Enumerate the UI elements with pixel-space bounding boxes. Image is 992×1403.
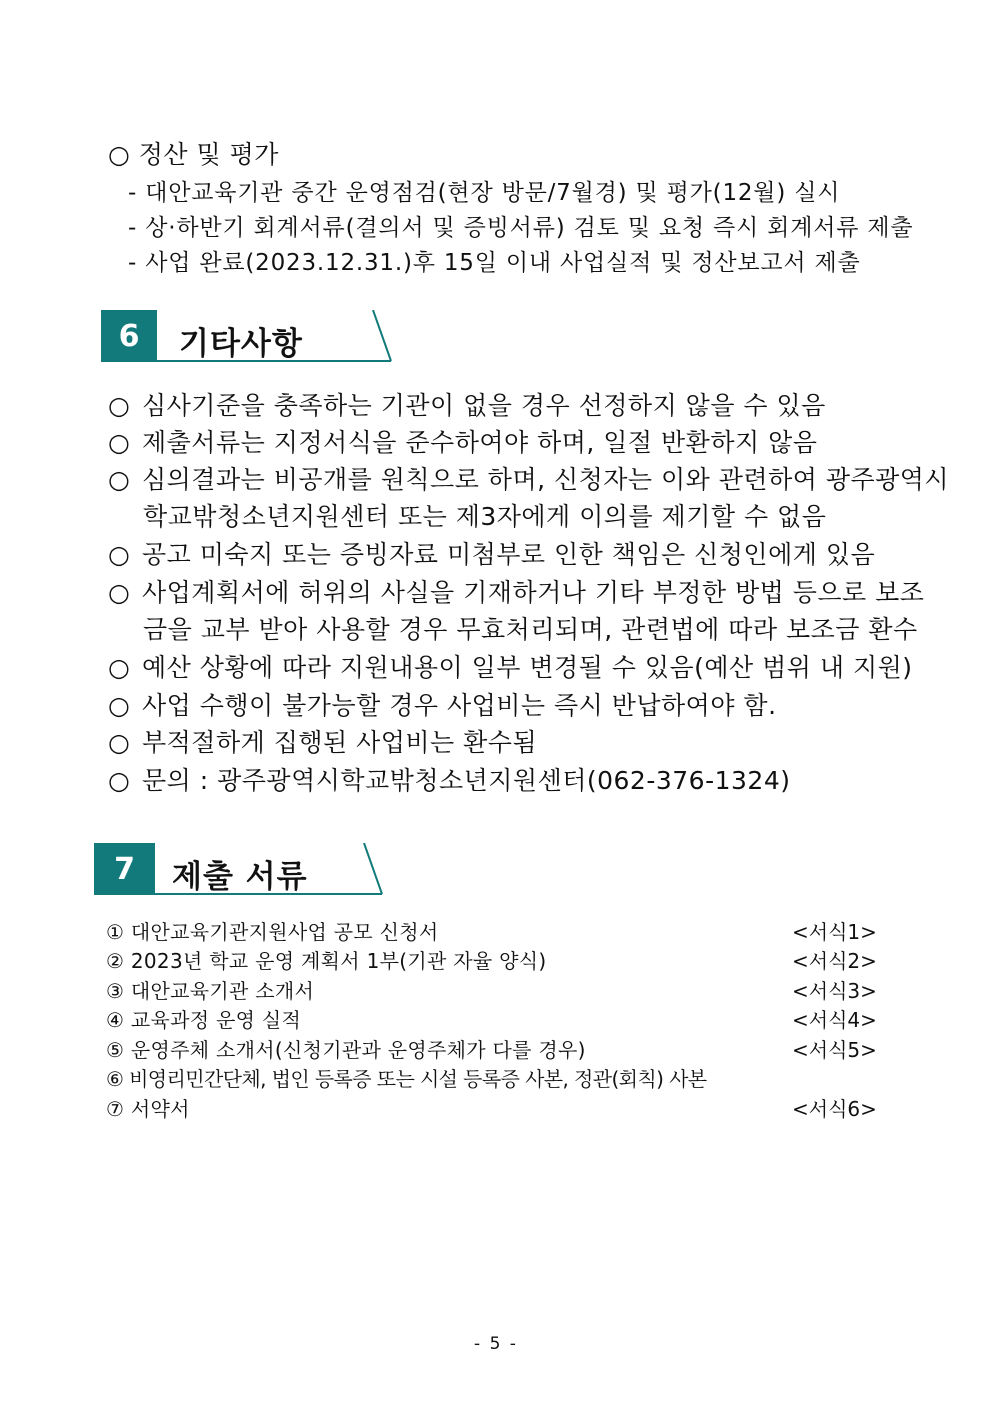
document-item: ① 대안교육기관지원사업 공모 신청서 bbox=[106, 920, 439, 944]
settlement-item: - 대안교육기관 중간 운영점검(현장 방문/7월경) 및 평가(12월) 실시 bbox=[128, 180, 841, 206]
section-6-item: ○ 심사기준을 충족하는 기관이 없을 경우 선정하지 않을 수 있음 bbox=[108, 391, 826, 420]
document-form: <서식2> bbox=[792, 949, 877, 973]
document-item: ⑦ 서약서 bbox=[106, 1097, 190, 1121]
settlement-heading: ○ 정산 및 평가 bbox=[108, 140, 279, 169]
section-6-item: ○ 부적절하게 집행된 사업비는 환수됨 bbox=[108, 728, 538, 757]
section-7-number: 7 bbox=[94, 843, 155, 895]
document-item: ⑥ 비영리민간단체, 법인 등록증 또는 시설 등록증 사본, 정관(회칙) 사본 bbox=[106, 1067, 707, 1091]
section-7-header bbox=[94, 843, 394, 895]
section-6-title: 기타사항 bbox=[179, 326, 303, 362]
section-6-item: ○ 사업 수행이 불가능할 경우 사업비는 즉시 반납하여야 함. bbox=[108, 691, 777, 720]
document-item: ③ 대안교육기관 소개서 bbox=[106, 979, 315, 1003]
section-6-item-continued: 금을 교부 받아 사용할 경우 무효처리되며, 관련법에 따라 보조금 환수 bbox=[143, 615, 918, 644]
settlement-item: - 사업 완료(2023.12.31.)후 15일 이내 사업실적 및 정산보고서 제출 bbox=[128, 250, 861, 276]
document-form: <서식4> bbox=[792, 1008, 877, 1032]
document-form: <서식5> bbox=[792, 1038, 877, 1062]
settlement-item: - 상·하반기 회계서류(결의서 및 증빙서류) 검토 및 요청 즉시 회계서류 제출 bbox=[128, 215, 914, 241]
page-number: - 5 - bbox=[474, 1334, 518, 1354]
document-form: <서식1> bbox=[792, 920, 877, 944]
document-item: ④ 교육과정 운영 실적 bbox=[106, 1008, 302, 1032]
section-6-item: ○ 심의결과는 비공개를 원칙으로 하며, 신청자는 이와 관련하여 광주광역시 bbox=[108, 465, 950, 494]
section-6-contact: ○ 문의 : 광주광역시학교밖청소년지원센터(062-376-1324) bbox=[108, 766, 791, 795]
document-item: ② 2023년 학교 운영 계획서 1부(기관 자율 양식) bbox=[106, 949, 547, 973]
section-6-item-continued: 학교밖청소년지원센터 또는 제3자에게 이의를 제기할 수 없음 bbox=[143, 502, 827, 531]
section-6-item: ○ 제출서류는 지정서식을 준수하여야 하며, 일절 반환하지 않음 bbox=[108, 428, 818, 457]
section-6-item: ○ 사업계획서에 허위의 사실을 기재하거나 기타 부정한 방법 등으로 보조 bbox=[108, 578, 925, 607]
document-form: <서식6> bbox=[792, 1097, 877, 1121]
section-6-number: 6 bbox=[101, 310, 157, 362]
section-6-header bbox=[101, 310, 401, 362]
document-form: <서식3> bbox=[792, 979, 877, 1003]
section-6-item: ○ 공고 미숙지 또는 증빙자료 미첨부로 인한 책임은 신청인에게 있음 bbox=[108, 540, 876, 569]
document-item: ⑤ 운영주체 소개서(신청기관과 운영주체가 다를 경우) bbox=[106, 1038, 586, 1062]
section-6-item: ○ 예산 상황에 따라 지원내용이 일부 변경될 수 있음(예산 범위 내 지원) bbox=[108, 653, 913, 682]
section-7-title: 제출 서류 bbox=[172, 859, 308, 895]
